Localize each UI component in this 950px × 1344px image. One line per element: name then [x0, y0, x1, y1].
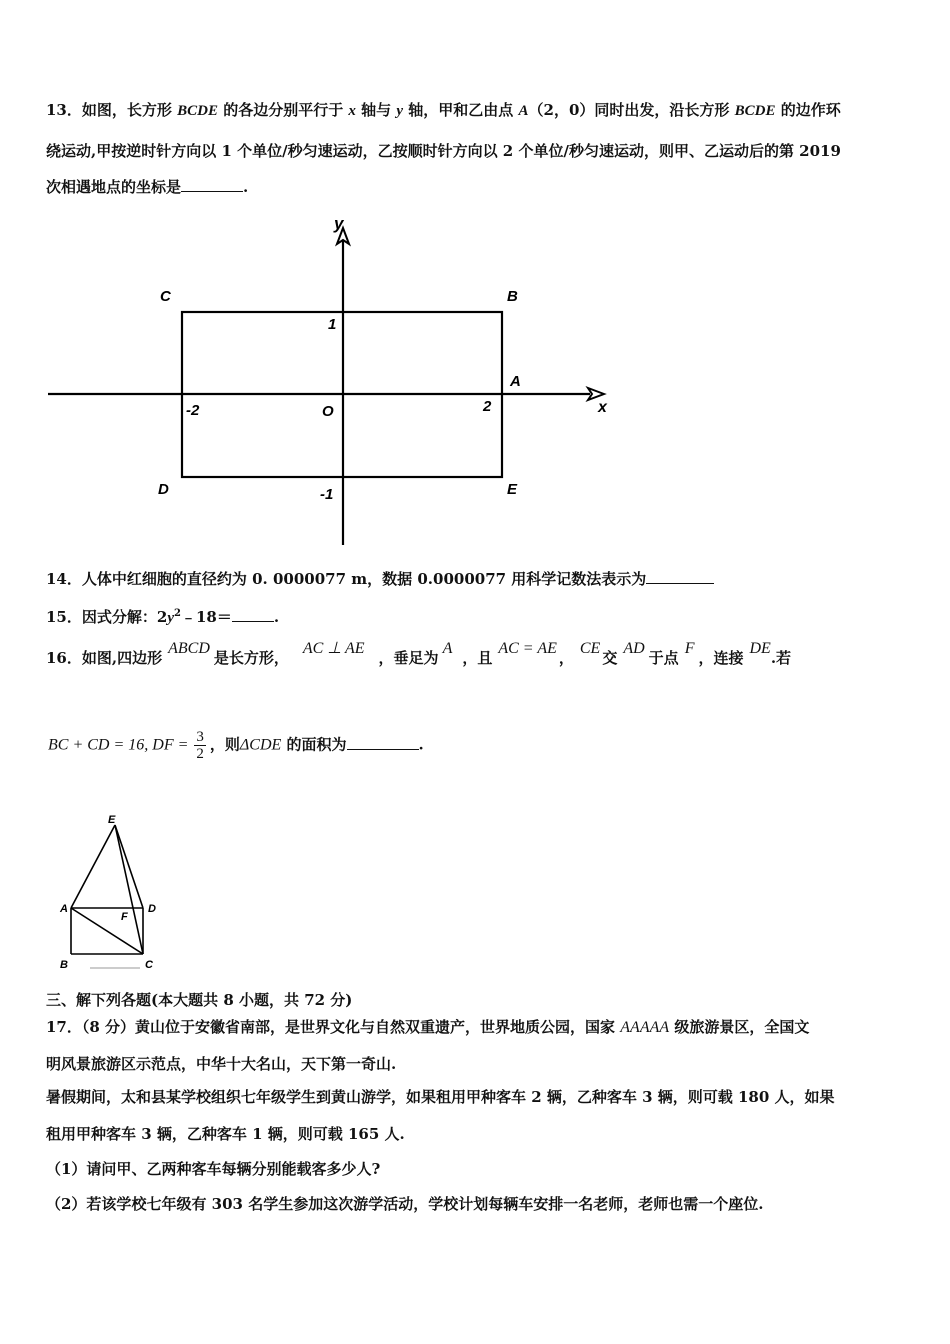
rect-bcde: BCDE — [177, 103, 218, 119]
q14: 14．人体中红细胞的直径约为 0. 0000077 m，数据 0.0000077 用科学记数法表示为 — [46, 569, 714, 589]
segment-ec — [115, 825, 143, 954]
label-origin: O — [322, 403, 334, 420]
label-b: B — [507, 288, 518, 305]
var-x: x — [348, 103, 356, 119]
fig16-label-d: D — [148, 903, 156, 915]
fig16-label-a: A — [60, 903, 68, 915]
fig16-label-c: C — [145, 959, 153, 971]
fig16-label-f: F — [121, 911, 128, 923]
q16-line2: BC + CD = 16, DF = $\frac{3}{2}$ ，则ΔCDE 的面积为 . — [48, 729, 424, 762]
q13-line2: 绕运动,甲按逆时针方向以 1 个单位/秒匀速运动，乙按顺时针方向以 2 个单位/秒匀速运动，则甲、乙运动后的第 2019 — [46, 142, 841, 160]
var-y: y — [396, 103, 404, 119]
segment-ed — [115, 825, 143, 908]
fraction-3-2: $\frac{3}{2}$ — [196, 729, 204, 762]
rect-bcde-2: BCDE — [734, 103, 776, 119]
label-e: E — [507, 481, 518, 498]
answer-blank — [347, 735, 419, 750]
q17-part1: （1）请问甲、乙两种客车每辆分别能载客多少人? — [46, 1160, 381, 1178]
fig16-label-b: B — [60, 959, 68, 971]
q17-line1: 17．（8 分）黄山位于安徽省南部，是世界文化与自然双重遗产，世界地质公园，国家 AAAAA 级旅游景区，全国文 — [46, 1018, 810, 1036]
tick-2: 2 — [483, 398, 492, 415]
section-title: 三、解下列各题(本大题共 8 小题，共 72 分) — [46, 991, 353, 1009]
q13-line3: 次相遇地点的坐标是 . — [46, 178, 249, 196]
tick-1: 1 — [328, 316, 337, 333]
geometry-figure — [0, 810, 200, 975]
tick-neg-2: -2 — [186, 402, 200, 419]
answer-blank — [232, 607, 274, 622]
coordinate-figure — [0, 205, 950, 550]
q13-line1: 13．如图，长方形 BCDE 的各边分别平行于 x 轴与 y 轴，甲和乙由点 A（2，0）同时出发，沿长方形 BCDE 的边作环 — [46, 101, 841, 119]
segment-ea — [71, 825, 115, 908]
q15: 15．因式分解：$2y^2﹣18=$ . — [46, 608, 280, 626]
q17-line4: 租用甲种客车 3 辆，乙种客车 1 辆，则可载 165 人. — [46, 1125, 405, 1143]
label-x-axis: x — [598, 399, 607, 416]
q17-line2: 明风景旅游区示范点，中华十大名山，天下第一奇山. — [46, 1055, 397, 1073]
tick-neg-1: -1 — [320, 486, 334, 503]
label-y-axis: y — [334, 214, 344, 233]
segment-ac — [71, 908, 143, 954]
q16-line1: 16．如图,四边形ABCD是长方形，AC ⊥ AE，垂足为A，且AC = AE，CE交AD于点F，连接DE.若 — [46, 640, 792, 667]
point-a: A — [518, 103, 529, 119]
fig16-label-e: E — [108, 814, 116, 826]
answer-blank — [181, 177, 243, 192]
q17-part2: （2）若该学校七年级有 303 名学生参加这次游学活动，学校计划每辆车安排一名老师，老师也需一个座位. — [46, 1195, 764, 1213]
answer-blank — [646, 569, 714, 584]
q17-line3: 暑假期间，太和县某学校组织七年级学生到黄山游学，如果租用甲种客车 2 辆，乙种客车 3 辆，则可载 180 人，如果 — [46, 1088, 835, 1106]
label-a: A — [510, 373, 521, 390]
label-c: C — [160, 288, 171, 305]
label-d: D — [158, 481, 169, 498]
